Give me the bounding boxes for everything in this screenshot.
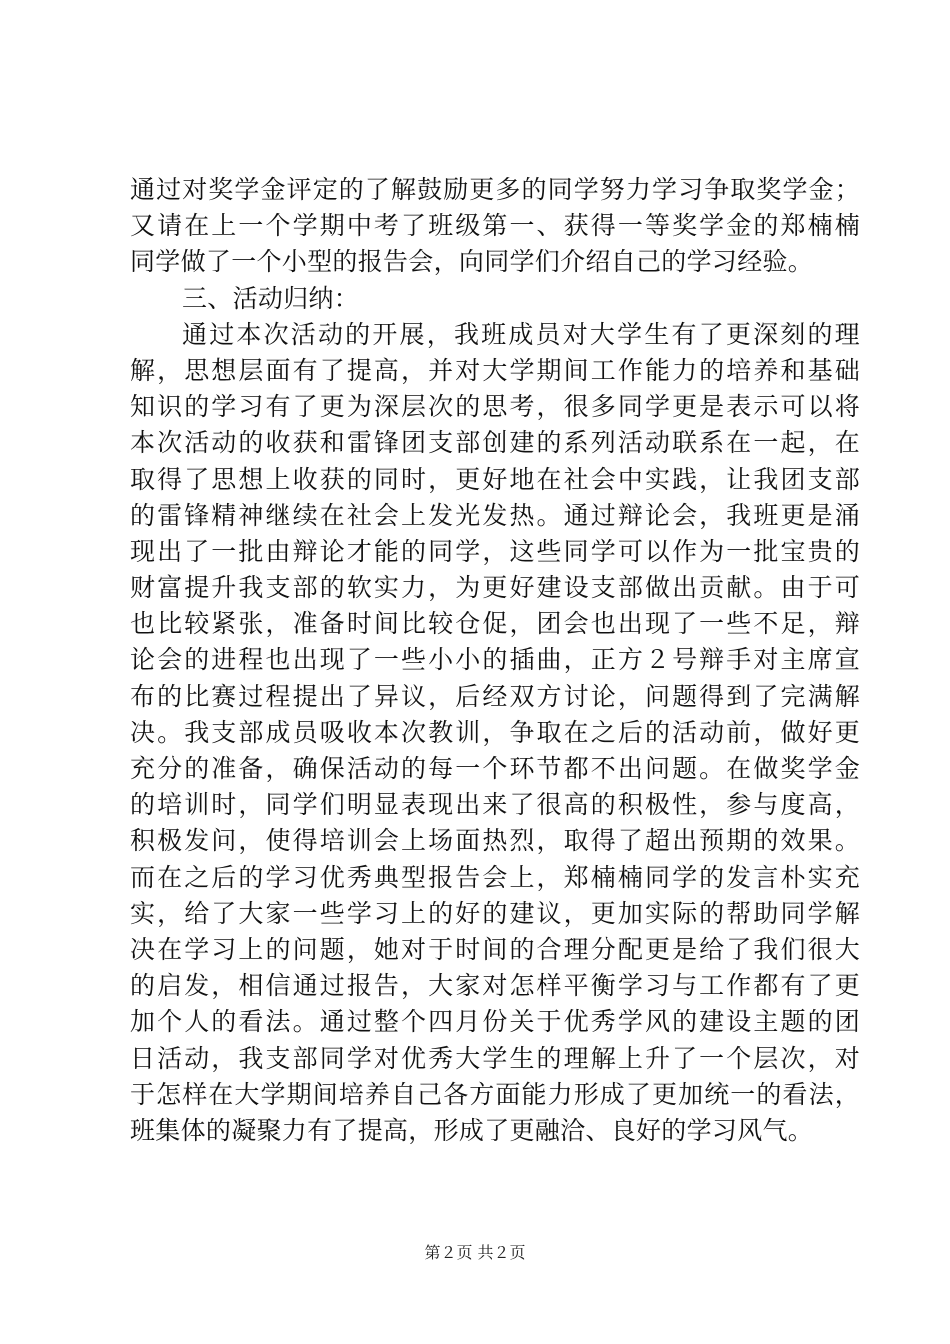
text-line: 决。我支部成员吸收本次教训，争取在之后的活动前，做好更 (130, 717, 860, 747)
text-line: 充分的准备，确保活动的每一个环节都不出问题。在做奖学金 (130, 754, 860, 783)
text-line: 的雷锋精神继续在社会上发光发热。通过辩论会，我班更是涌 (130, 500, 860, 530)
text-line: 财富提升我支部的软实力，为更好建设支部做出贡献。由于可 (130, 573, 860, 603)
text-line: 于怎样在大学期间培养自己各方面能力形成了更加统一的看法， (130, 1079, 860, 1109)
text-line: 而在之后的学习优秀典型报告会上，郑楠楠同学的发言朴实充 (130, 862, 860, 892)
text-line: 加个人的看法。通过整个四月份关于优秀学风的建设主题的团 (130, 1007, 860, 1037)
page-number-footer: 第２页 共２页 (424, 1243, 526, 1262)
text-line: 取得了思想上收获的同时，更好地在社会中实践，让我团支部 (130, 464, 860, 494)
text-line: 决在学习上的问题，她对于时间的合理分配更是给了我们很大 (130, 934, 860, 964)
text-line: 积极发问，使得培训会上场面热烈，取得了超出预期的效果。 (130, 826, 860, 856)
body-text (130, 172, 860, 1149)
text-line: 解，思想层面有了提高，并对大学期间工作能力的培养和基础 (130, 355, 860, 385)
text-line: 同学做了一个小型的报告会，向同学们介绍自己的学习经验。 (130, 247, 814, 277)
text-line: 现出了一批由辩论才能的同学，这些同学可以作为一批宝贵的 (130, 536, 860, 566)
text-line: 日活动，我支部同学对优秀大学生的理解上升了一个层次，对 (130, 1043, 860, 1073)
text-line: 的培训时，同学们明显表现出来了很高的积极性，参与度高， (130, 790, 860, 820)
section-heading: 三、活动归纳： (182, 283, 360, 313)
text-line: 知识的学习有了更为深层次的思考，很多同学更是表示可以将 (130, 392, 860, 422)
text-line: 班集体的凝聚力有了提高，形成了更融洽、良好的学习风气。 (130, 1115, 814, 1145)
text-line: 论会的进程也出现了一些小小的插曲，正方２号辩手对主席宣 (130, 645, 860, 675)
text-line: 也比较紧张，准备时间比较仓促，团会也出现了一些不足，辩 (130, 609, 860, 639)
text-line: 通过对奖学金评定的了解鼓励更多的同学努力学习争取奖学金； (130, 175, 860, 204)
text-line: 实，给了大家一些学习上的好的建议，更加实际的帮助同学解 (130, 898, 860, 928)
text-line: 布的比赛过程提出了异议，后经双方讨论，问题得到了完满解 (130, 681, 860, 711)
text-line: 又请在上一个学期中考了班级第一、获得一等奖学金的郑楠楠 (130, 211, 860, 241)
text-line: 通过本次活动的开展，我班成员对大学生有了更深刻的理 (182, 319, 860, 349)
text-line: 本次活动的收获和雷锋团支部创建的系列活动联系在一起，在 (130, 428, 860, 458)
text-line: 的启发，相信通过报告，大家对怎样平衡学习与工作都有了更 (130, 971, 860, 1001)
